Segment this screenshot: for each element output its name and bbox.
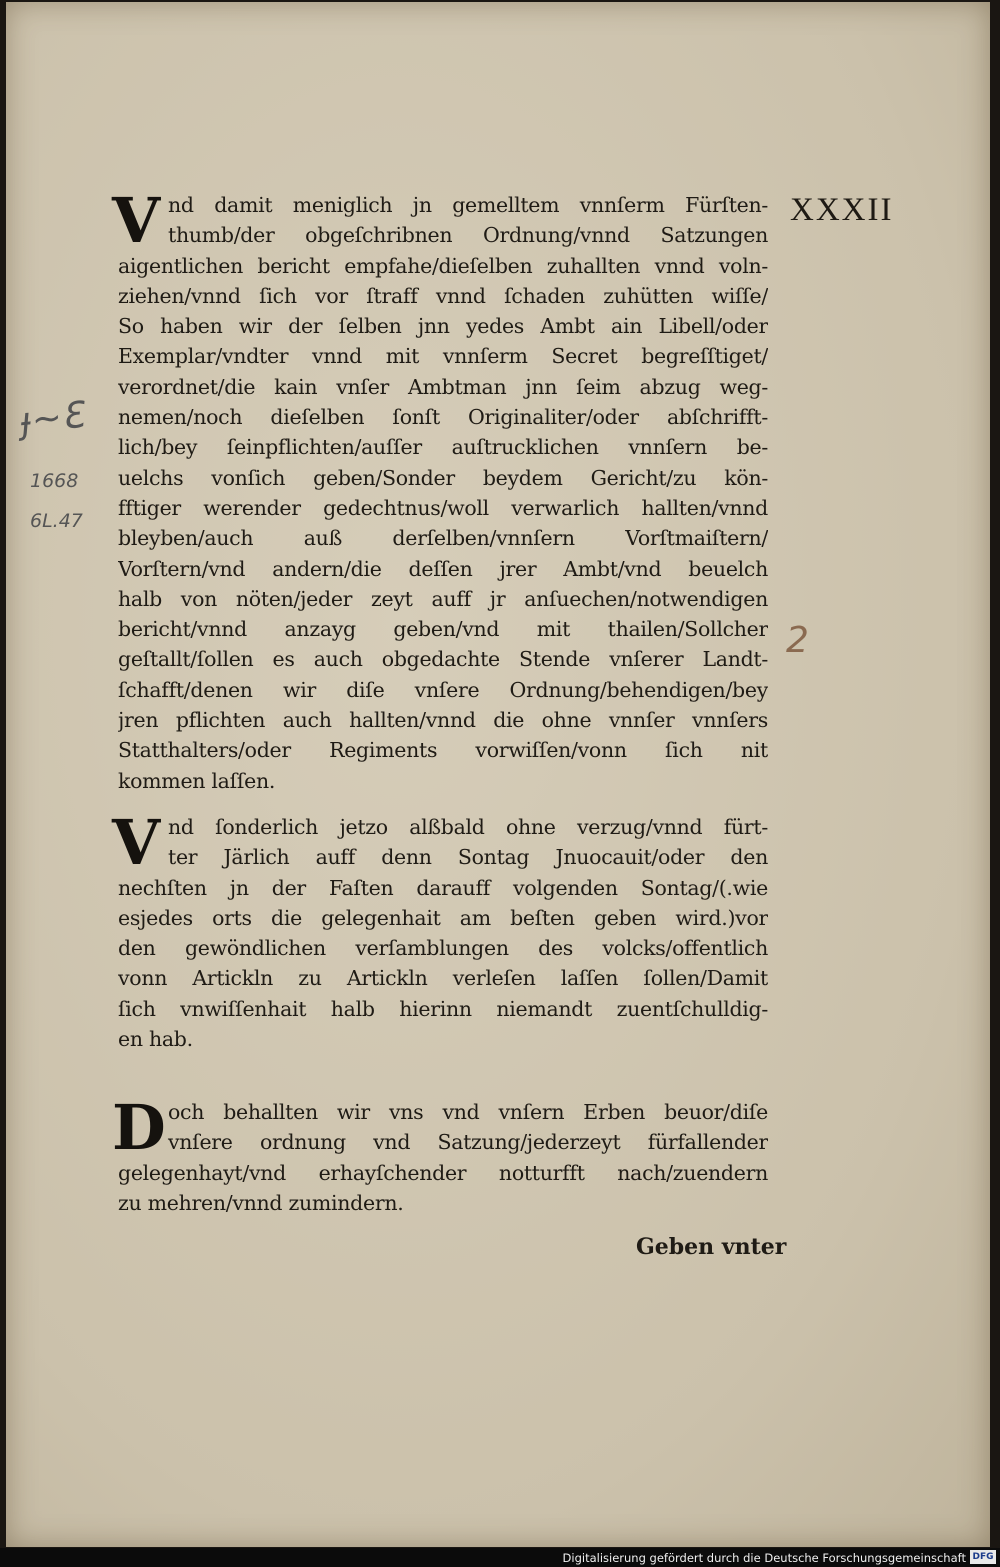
text-line: den gewöndlichen verſamblungen des volcks/offentlich [118,936,768,961]
text-line: kommen laſſen. [118,768,276,793]
text-line: zu mehren/vnnd zumindern. [118,1190,404,1215]
text-line: ſchafft/denen wir diſe vnſere Ordnung/behendigen/bey [118,677,768,702]
dfg-logo: DFG [970,1550,996,1564]
text-line: verordnet/die kain vnſer Ambtman jnn ſeim abzug weg- [118,374,768,399]
paragraph [118,812,768,1054]
footer-credit: Digitalisierung gefördert durch die Deutsche Forschungsgemeinschaft [562,1551,966,1565]
catchword: Geben vnter [636,1234,787,1260]
paragraph [118,1097,768,1218]
text-line: thumb/der obgeſchribnen Ordnung/vnnd Satzungen [168,223,768,248]
text-line: geſtallt/ſollen es auch obgedachte Stende vnſerer Landt- [118,647,768,672]
text-line: ziehen/vnnd ſich vor ſtraff vnnd ſchaden zuhütten wiſſe/ [118,283,768,308]
text-line: halb von nöten/jeder zeyt auff jr anſuechen/notwendigen [118,586,768,611]
text-line: Statthalters/oder Regiments vorwiſſen/vonn ſich nit [118,738,768,763]
margin-note: 6L.47 [30,510,83,532]
margin-note: ɟ~Ɛ [18,394,86,443]
folio-number: XXXII [790,192,894,228]
text-line: och behallten wir vns vnd vnſern Erben beuor/diſe [168,1100,768,1124]
text-line: So haben wir der ſelben jnn yedes Ambt ain Libell/oder [118,314,768,339]
text-line: bericht/vnnd anzayg geben/vnd mit thailen/Sollcher [118,617,768,642]
text-line: aigentlichen bericht empfahe/dieſelben zuhallten vnnd voln- [118,253,768,278]
text-line: jren pflichten auch hallten/vnnd die ohne vnnſer vnnſers [118,708,768,733]
drop-initial: D [112,1091,166,1164]
text-line: ter Järlich auff denn Sontag Jnuocauit/oder den [168,845,768,870]
text-line: nd damit meniglich jn gemelltem vnnſerm Fürſten- [168,193,768,217]
text-line: bleyben/auch auß derſelben/vnnſern Vorſtmaiſtern/ [118,526,768,551]
text-line: esjedes orts die gelegenhait am beſten geben wird.)vor [118,905,768,930]
text-line: fftiger werender gedechtnus/woll verwarlich hallten/vnnd [118,495,768,520]
text-line: vnſere ordnung vnd Satzung/jederzeyt fürfallender [168,1130,768,1155]
text-line: nechſten jn der Faſten darauff volgenden Sontag/(.wie [118,875,768,900]
paragraph [118,190,768,796]
text-line: en hab. [118,1027,193,1052]
margin-note: 1668 [30,470,79,492]
text-line: nd ſonderlich jetzo alßbald ohne verzug/vnnd fürt- [168,815,768,839]
drop-initial: V [112,806,161,879]
text-line: uelchs vonſich geben/Sonder beydem Gericht/zu kön- [118,465,768,490]
text-line: lich/bey ſeinpflichten/auſſer auſtrucklichen vnnſern be- [118,435,768,460]
text-line: gelegenhayt/vnd erhayſchender notturfft nach/zuendern [118,1160,768,1185]
text-line: Vorſtern/vnd andern/die deſſen jrer Ambt/vnd beuelch [118,556,768,581]
text-line: Exemplar/vndter vnnd mit vnnſerm Secret begreſſtiget/ [118,344,768,369]
margin-note: 2 [786,620,809,661]
text-line: nemen/noch dieſelben ſonſt Originaliter/oder abſchrifft- [118,405,768,430]
drop-initial: V [112,184,161,257]
text-line: ſich vnwiſſenhait halb hierinn niemandt zuentſchulldig- [118,996,768,1021]
text-line: vonn Artickln zu Artickln verleſen laſſen ſollen/Damit [118,966,768,991]
